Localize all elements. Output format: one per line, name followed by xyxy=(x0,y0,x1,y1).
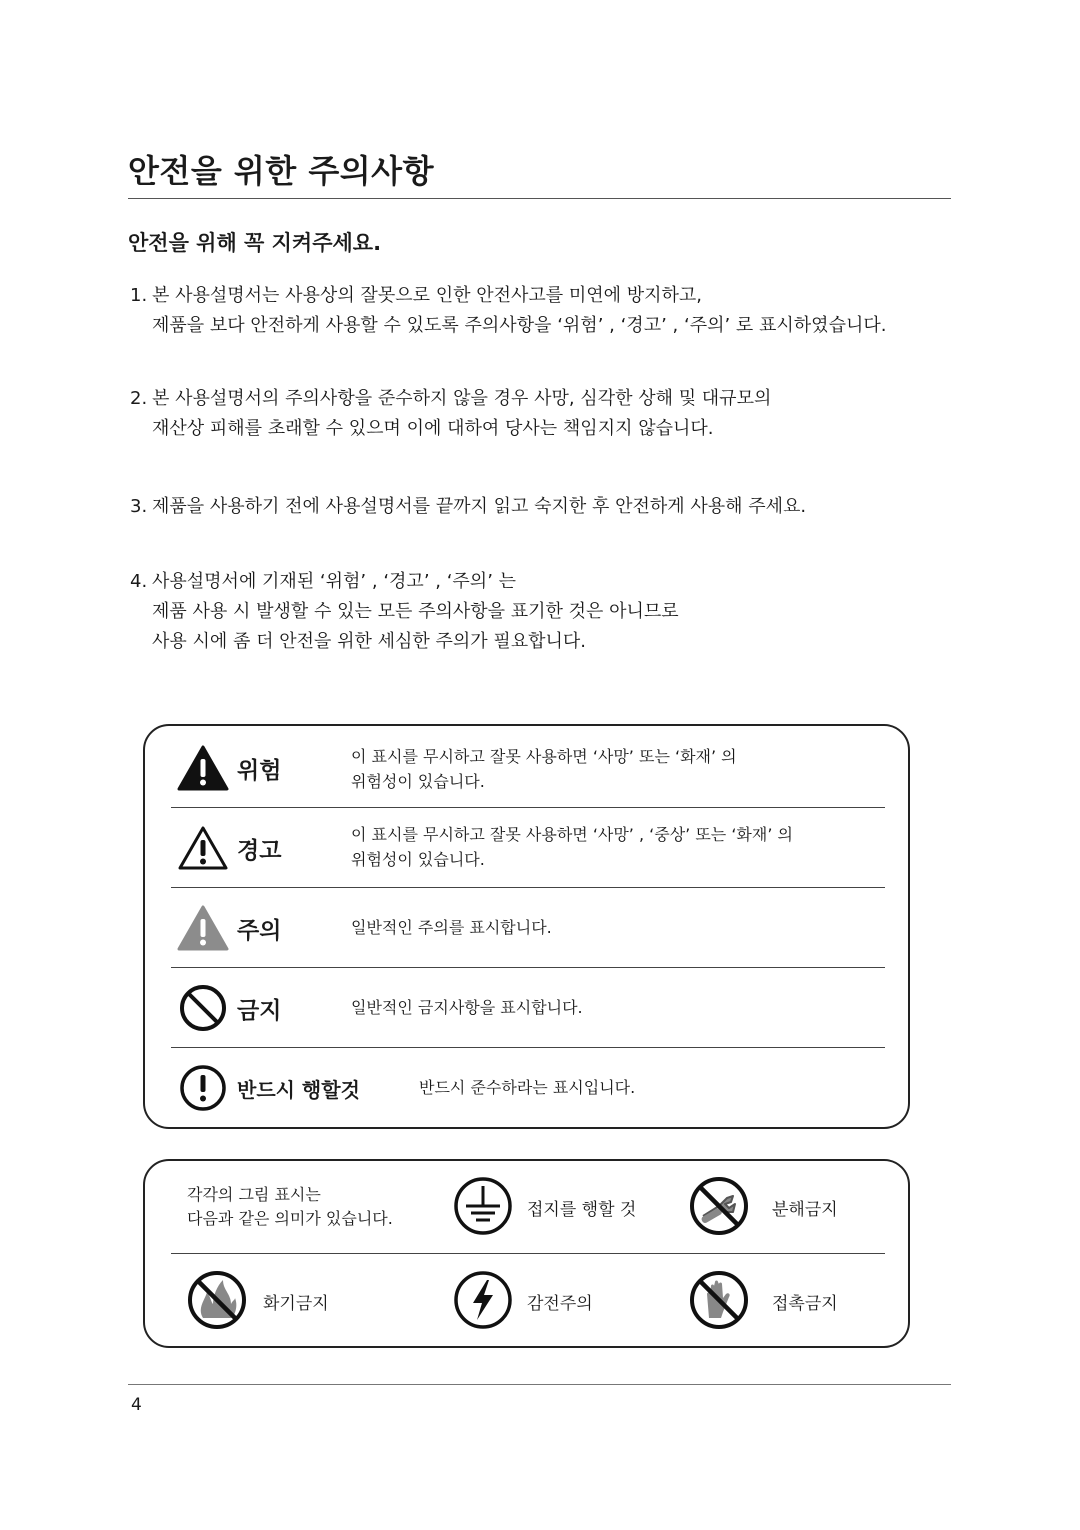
pictogram-label: 접촉금지 xyxy=(772,1294,838,1314)
signal-description-line: 이 표시를 무시하고 잘못 사용하면 ‘사망’ 또는 ‘화재’ 의 xyxy=(351,747,737,766)
note-line: 제품을 사용하기 전에 사용설명서를 끝까지 읽고 숙지한 후 안전하게 사용해 주세요. xyxy=(152,496,807,517)
note-number: 3. xyxy=(130,496,148,517)
note-item-4 xyxy=(130,567,679,657)
note-line: 사용 시에 좀 더 안전을 위한 세심한 주의가 필요합니다. xyxy=(152,631,587,652)
mandatory-exclamation-icon xyxy=(177,1064,229,1112)
no-disassembly-icon xyxy=(689,1176,749,1236)
electric-shock-icon xyxy=(453,1270,513,1330)
signal-description-line: 반드시 준수하라는 표시입니다. xyxy=(419,1078,636,1097)
pictogram-intro-line: 각각의 그림 표시는 xyxy=(187,1185,321,1204)
note-line: 재산상 피해를 초래할 수 있으며 이에 대하여 당사는 책임지지 않습니다. xyxy=(152,418,714,439)
ground-icon xyxy=(453,1176,513,1236)
signal-description xyxy=(351,915,552,940)
no-fire-icon xyxy=(187,1270,247,1330)
note-line: 본 사용설명서는 사용상의 잘못으로 인한 안전사고를 미연에 방지하고, xyxy=(152,285,703,306)
signal-label: 주의 xyxy=(237,918,282,944)
no-touch-icon xyxy=(689,1270,749,1330)
signal-description-line: 위험성이 있습니다. xyxy=(351,772,485,791)
page-number: 4 xyxy=(131,1395,142,1415)
warning-triangle-outline-icon xyxy=(177,824,229,872)
signal-description-line: 위험성이 있습니다. xyxy=(351,850,485,869)
note-item-2 xyxy=(130,384,771,444)
signal-description xyxy=(351,995,583,1020)
note-number: 4. xyxy=(130,571,148,592)
note-item-1 xyxy=(130,281,886,341)
pictogram-label: 접지를 행할 것 xyxy=(527,1200,637,1220)
signal-description xyxy=(351,744,737,794)
pictogram-intro-line: 다음과 같은 의미가 있습니다. xyxy=(187,1209,393,1228)
footer-rule xyxy=(128,1384,951,1385)
signal-row-danger xyxy=(171,728,885,808)
note-line: 본 사용설명서의 주의사항을 준수하지 않을 경우 사망, 심각한 상해 및 대규모의 xyxy=(152,388,772,409)
signal-row-caution xyxy=(171,888,885,968)
signal-description xyxy=(351,822,793,872)
signal-description-line: 이 표시를 무시하고 잘못 사용하면 ‘사망’ , ‘중상’ 또는 ‘화재’ 의 xyxy=(351,825,793,844)
signal-label: 위험 xyxy=(237,758,282,784)
signal-word-box xyxy=(143,724,910,1129)
note-line: 제품을 보다 안전하게 사용할 수 있도록 주의사항을 ‘위험’ , ‘경고’ , ‘주의’ 로 표시하였습니다. xyxy=(152,315,887,336)
prohibition-icon xyxy=(177,984,229,1032)
pictogram-label: 감전주의 xyxy=(527,1294,593,1314)
signal-label: 경고 xyxy=(237,838,282,864)
signal-description xyxy=(419,1075,635,1100)
signal-row-warning xyxy=(171,808,885,888)
signal-row-mandatory xyxy=(171,1048,885,1128)
signal-label: 반드시 행할것 xyxy=(237,1078,360,1102)
caution-triangle-gray-icon xyxy=(177,904,229,952)
pictogram-label: 분해금지 xyxy=(772,1200,838,1220)
note-line: 사용설명서에 기재된 ‘위험’ , ‘경고’ , ‘주의’ 는 xyxy=(152,571,517,592)
title-rule xyxy=(128,198,951,199)
pictogram-divider xyxy=(171,1253,885,1254)
signal-description-line: 일반적인 주의를 표시합니다. xyxy=(351,918,552,937)
pictogram-intro xyxy=(187,1183,393,1231)
danger-triangle-filled-icon xyxy=(177,744,229,792)
pictogram-box xyxy=(143,1159,910,1348)
note-number: 2. xyxy=(130,388,148,409)
page-title: 안전을 위한 주의사항 xyxy=(128,152,434,190)
pictogram-label: 화기금지 xyxy=(263,1294,329,1314)
note-item-3 xyxy=(130,492,806,522)
signal-description-line: 일반적인 금지사항을 표시합니다. xyxy=(351,998,583,1017)
signal-row-prohibition xyxy=(171,968,885,1048)
section-subtitle: 안전을 위해 꼭 지켜주세요. xyxy=(128,231,382,255)
note-line: 제품 사용 시 발생할 수 있는 모든 주의사항을 표기한 것은 아니므로 xyxy=(152,601,679,622)
note-number: 1. xyxy=(130,285,148,306)
signal-label: 금지 xyxy=(237,998,282,1024)
